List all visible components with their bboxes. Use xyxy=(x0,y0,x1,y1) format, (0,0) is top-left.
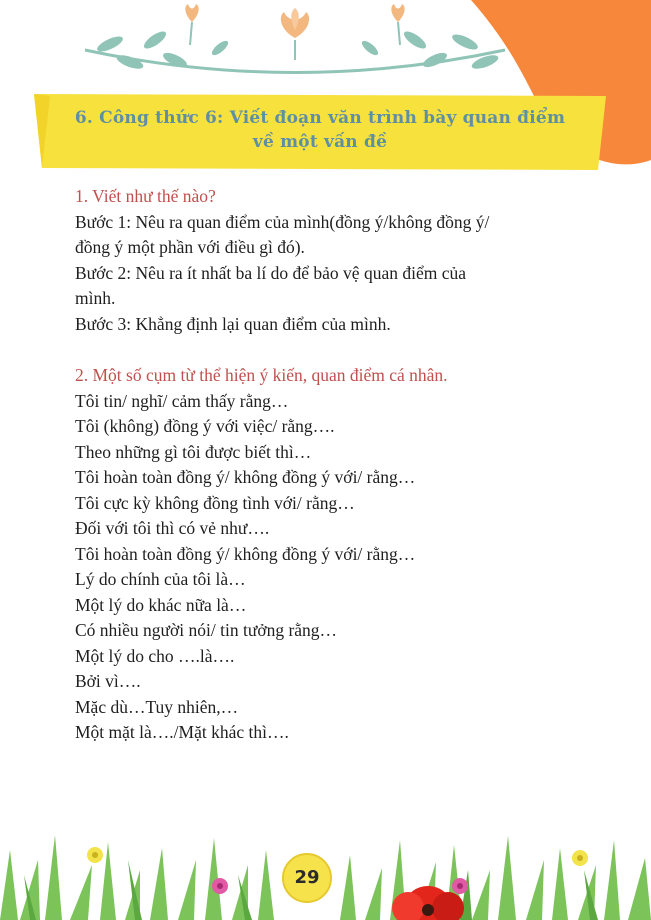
phrase-line: Tôi hoàn toàn đồng ý/ không đồng ý với/ rằng… xyxy=(75,467,416,487)
phrase-line: Có nhiều người nói/ tin tưởng rằng… xyxy=(75,620,338,640)
section-1-line: mình. xyxy=(75,288,116,308)
phrase-line: Lý do chính của tôi là… xyxy=(75,569,246,589)
section-1-line: Bước 2: Nêu ra ít nhất ba lí do để bảo vệ quan điểm của xyxy=(75,262,466,283)
page-title xyxy=(30,106,610,154)
section-1-heading: 1. Viết như thế nào? xyxy=(75,186,216,206)
phrase-line: Theo những gì tôi được biết thì… xyxy=(75,441,312,462)
title-banner xyxy=(30,92,610,172)
phrase-line: Tôi hoàn toàn đồng ý/ không đồng ý với/ rằng… xyxy=(75,543,416,564)
phrase-line: Một mặt là…./Mặt khác thì…. xyxy=(75,722,289,742)
phrase-line: Tôi cực kỳ không đồng tình với/ rằng… xyxy=(75,492,355,513)
title-line-1: 6. Công thức 6: Viết đoạn văn trình bày quan điểm xyxy=(74,108,566,128)
phrase-line: Bởi vì…. xyxy=(75,671,141,691)
page-number: 29 xyxy=(294,867,320,888)
section-1-line: Bước 3: Khẳng định lại quan điểm của mình. xyxy=(75,313,391,334)
section-1-line: Bước 1: Nêu ra quan điểm của mình(đồng ý/không đồng ý/ xyxy=(75,211,490,232)
title-line-2: về một vấn đề xyxy=(252,132,388,152)
phrase-line: Đối với tôi thì có vẻ như…. xyxy=(75,518,270,538)
phrase-line: Một lý do cho ….là…. xyxy=(75,645,235,666)
page-number-badge xyxy=(282,853,332,903)
content xyxy=(75,184,595,746)
section-1-line: đồng ý một phần với điều gì đó). xyxy=(75,237,305,257)
phrase-line: Một lý do khác nữa là… xyxy=(75,594,247,615)
section-gap xyxy=(75,337,595,363)
leaf-garland-icon xyxy=(80,0,510,90)
section-2-heading: 2. Một số cụm từ thể hiện ý kiến, quan điểm cá nhân. xyxy=(75,365,448,385)
phrase-line: Tôi tin/ nghĩ/ cảm thấy rằng… xyxy=(75,390,289,411)
phrase-line: Mặc dù…Tuy nhiên,… xyxy=(75,696,239,717)
phrase-line: Tôi (không) đồng ý với việc/ rằng…. xyxy=(75,416,335,436)
